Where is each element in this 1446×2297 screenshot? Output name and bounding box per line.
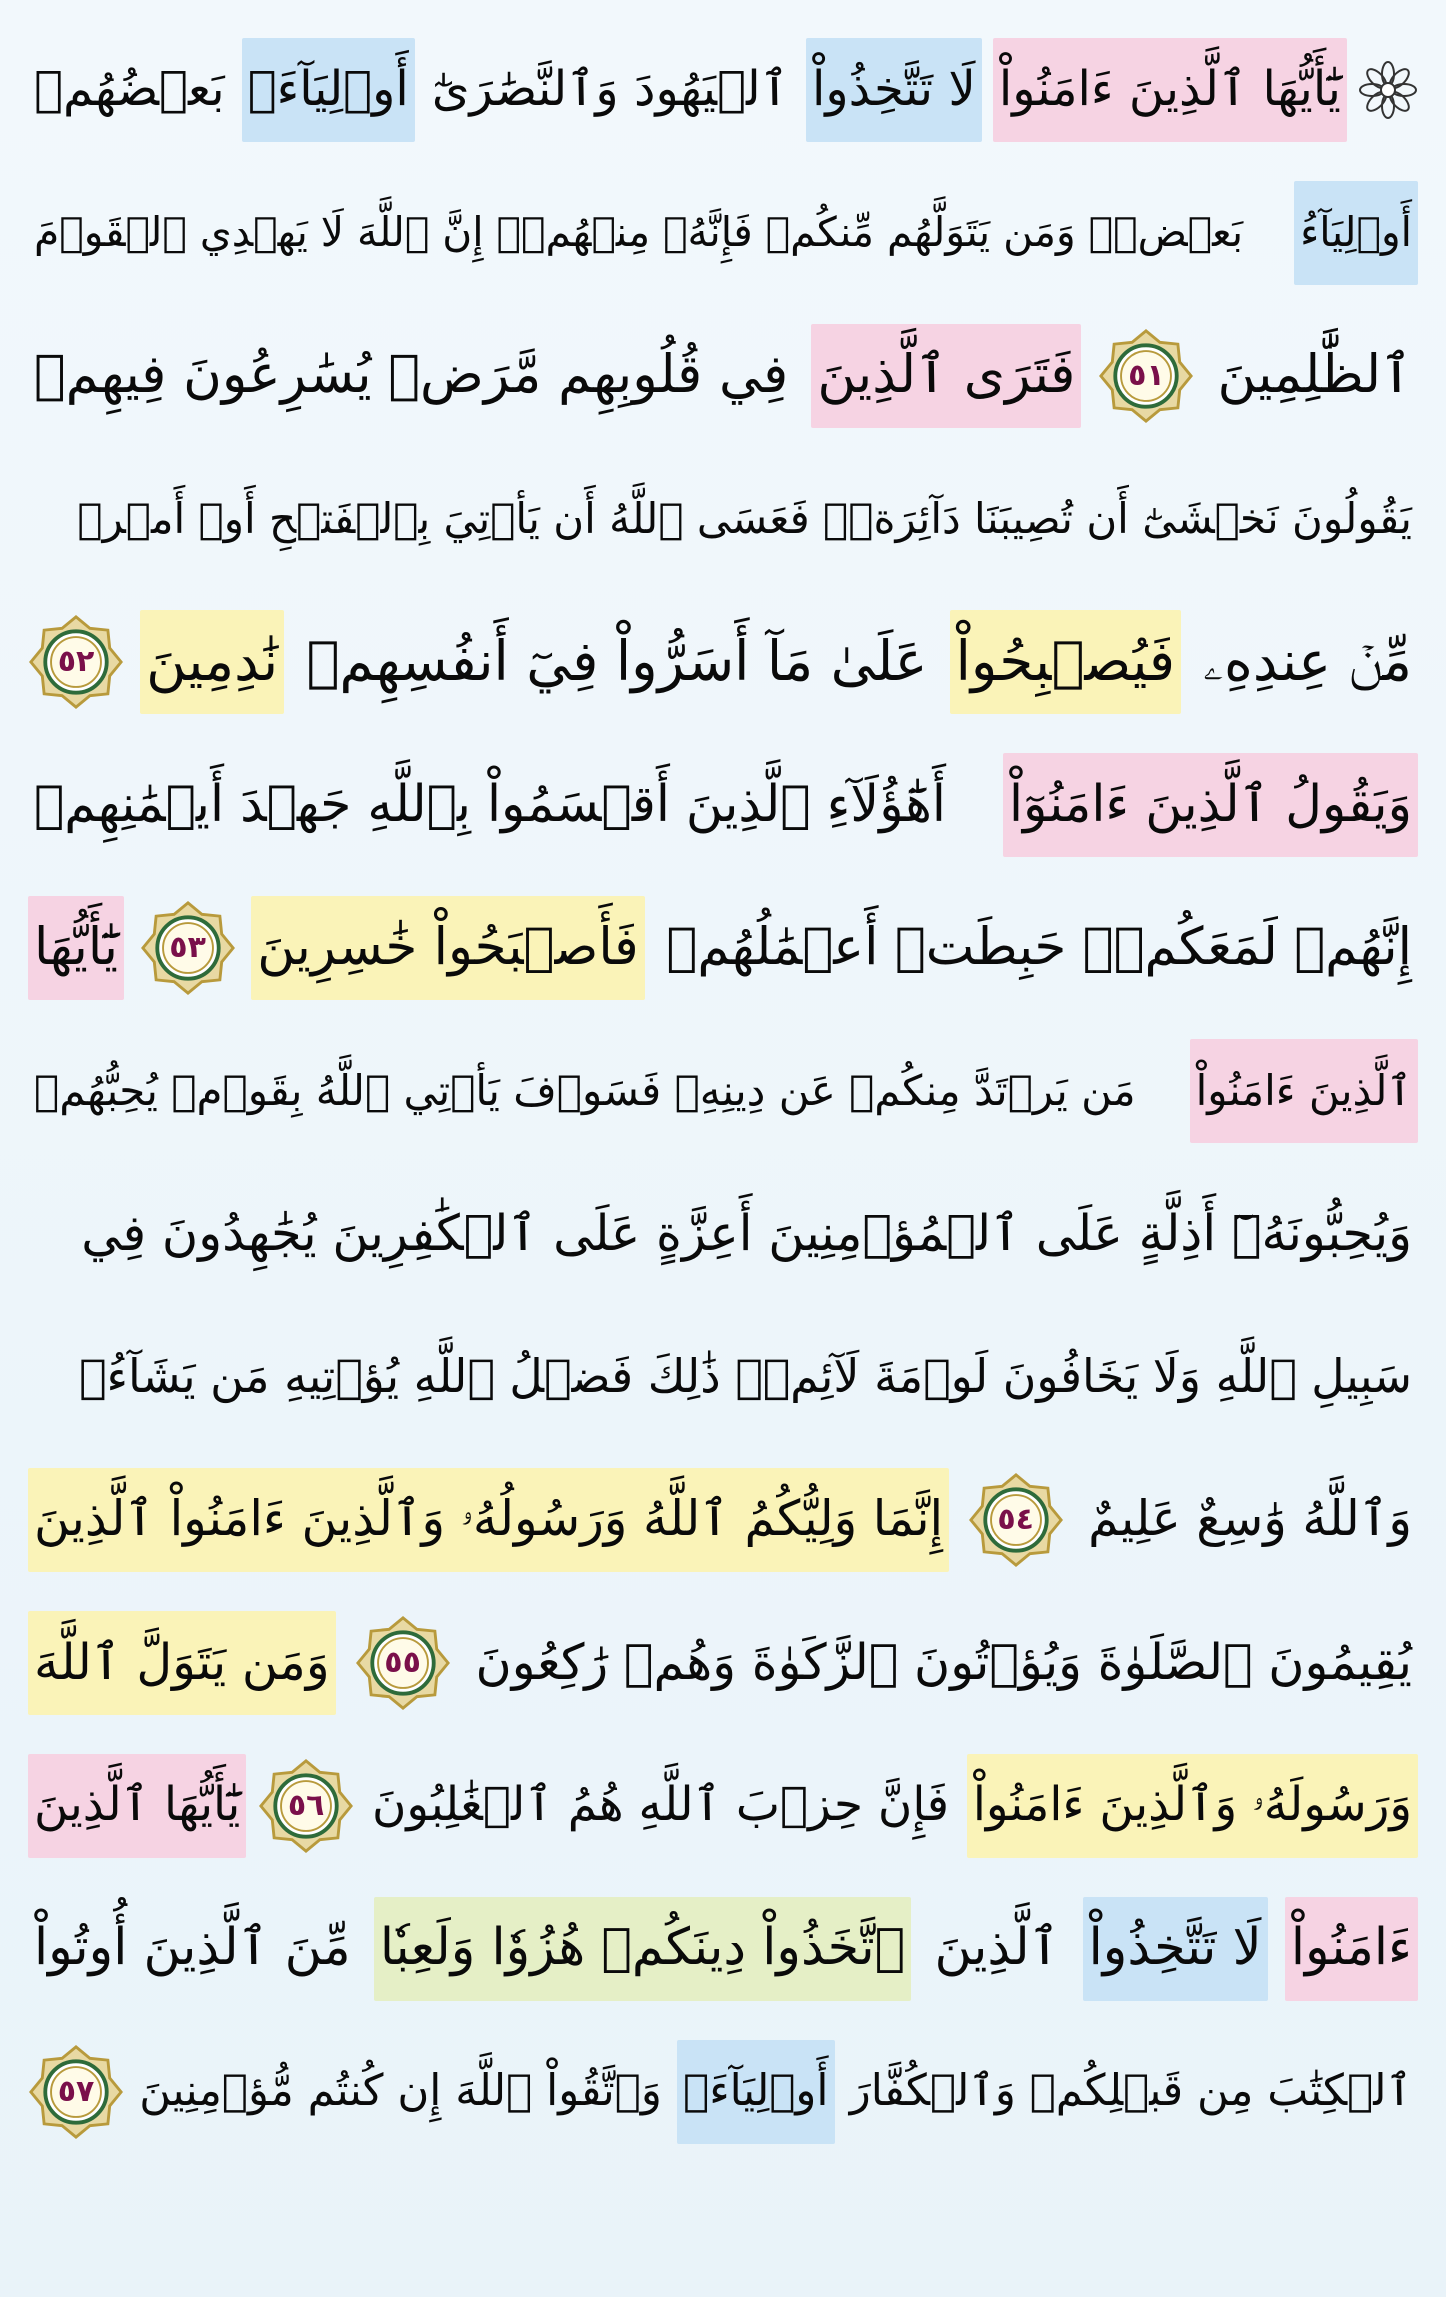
text-line	[28, 1019, 1418, 1162]
verse-text: بَعۡضُهُمۡ	[34, 61, 225, 118]
highlighted-phrase-yellow: فَأَصۡبَحُواْ خَٰسِرِينَ	[251, 896, 644, 1000]
text-line	[28, 1448, 1418, 1591]
verse-text: بَعۡضٖۚ وَمَن يَتَوَلَّهُم مِّنكُمۡ فَإِنَّهُۥ مِنۡهُمۡۗ إِنَّ ٱللَّهَ لَا يَهۡدِي ٱلۡقَوۡمَ	[34, 208, 1244, 257]
verse-text: أَهَٰٓؤُلَآءِ ٱلَّذِينَ أَقۡسَمُواْ بِٱللَّهِ جَهۡدَ أَيۡمَٰنِهِمۡ	[34, 774, 946, 834]
highlighted-phrase-blue: لَا تَتَّخِذُواْ	[806, 38, 982, 142]
ayah-number: ٥٧	[57, 2074, 95, 2109]
verse-text: وَيُحِبُّونَهُۥٓ أَذِلَّةٍ عَلَى ٱلۡمُؤۡمِنِينَ أَعِزَّةٍ عَلَى ٱلۡكَٰفِرِينَ يُجَٰهِدُونَ فِي	[81, 1203, 1412, 1262]
verse-text: مِّنۡ عِندِهِۦ	[1203, 629, 1412, 693]
ayah-number-marker	[140, 900, 236, 996]
text-line	[28, 447, 1418, 590]
ayah-number-marker	[355, 1615, 451, 1711]
highlighted-phrase-yellow: فَيُصۡبِحُواْ	[950, 610, 1181, 714]
text-line	[28, 1734, 1418, 1877]
highlighted-phrase-blue: أَوۡلِيَآءَۚ	[677, 2040, 834, 2144]
text-line	[28, 1162, 1418, 1305]
ayah-number: ٥١	[1128, 358, 1165, 393]
ayah-number: ٥٣	[169, 930, 206, 965]
ayah-number: ٥٦	[287, 1788, 325, 1823]
highlighted-phrase-pink: ٱلَّذِينَ ءَامَنُواْ	[1190, 1039, 1418, 1143]
verse-text: مَن يَرۡتَدَّ مِنكُمۡ عَن دِينِهِۦ فَسَوۡفَ يَأۡتِي ٱللَّهُ بِقَوۡمٖ يُحِبُّهُمۡ	[34, 1065, 1136, 1115]
text-line	[28, 304, 1418, 447]
highlighted-phrase-green: ٱتَّخَذُواْ دِينَكُمۡ هُزُوٗا وَلَعِبٗا	[374, 1897, 911, 2001]
highlighted-phrase-pink: فَتَرَى ٱلَّذِينَ	[811, 324, 1081, 428]
verse-text: مِّنَ ٱلَّذِينَ أُوتُواْ	[34, 1918, 351, 1978]
verse-text: ٱلظَّٰلِمِينَ	[1217, 344, 1412, 406]
highlighted-phrase-pink: وَيَقُولُ ٱلَّذِينَ ءَامَنُوٓاْ	[1003, 753, 1418, 857]
ayah-number-marker	[258, 1758, 354, 1854]
verse-text: فَإِنَّ حِزۡبَ ٱللَّهِ هُمُ ٱلۡغَٰلِبُونَ	[371, 1777, 950, 1833]
highlighted-phrase-pink: ءَامَنُواْ	[1285, 1897, 1418, 2001]
highlighted-phrase-blue: أَوۡلِيَآءُ	[1294, 181, 1418, 285]
text-line	[28, 590, 1418, 733]
highlighted-phrase-yellow: إِنَّمَا وَلِيُّكُمُ ٱللَّهُ وَرَسُولُهُۥ وَٱلَّذِينَ ءَامَنُواْ ٱلَّذِينَ	[28, 1468, 949, 1572]
ayah-number-marker	[1098, 328, 1194, 424]
verse-text: يَقُولُونَ نَخۡشَىٰٓ أَن تُصِيبَنَا دَآئِرَةٞۚ فَعَسَى ٱللَّهُ أَن يَأۡتِيَ بِٱلۡفَتۡحِ أَوۡ أَمۡرٖ	[77, 493, 1412, 543]
text-line	[28, 2020, 1418, 2163]
verse-text: فِي قُلُوبِهِم مَّرَضٞ يُسَٰرِعُونَ فِيهِمۡ	[34, 344, 789, 406]
text-line	[28, 1877, 1418, 2020]
verse-text: ٱلۡكِتَٰبَ مِن قَبۡلِكُمۡ وَٱلۡكُفَّارَ	[849, 2065, 1412, 2116]
verse-text: عَلَىٰ مَآ أَسَرُّواْ فِيٓ أَنفُسِهِمۡ	[306, 629, 928, 693]
ayah-number-marker	[968, 1472, 1064, 1568]
ayah-number: ٥٢	[57, 644, 95, 679]
highlighted-phrase-blue: لَا تَتَّخِذُواْ	[1083, 1897, 1268, 2001]
text-line	[28, 1305, 1418, 1448]
ayah-number: ٥٤	[997, 1502, 1034, 1537]
verse-text: ٱلۡيَهُودَ وَٱلنَّصَٰرَىٰٓ	[431, 61, 789, 118]
text-line	[28, 876, 1418, 1019]
highlighted-phrase-pink: يَٰٓأَيُّهَا ٱلَّذِينَ ءَامَنُواْ	[993, 38, 1347, 142]
ayah-number: ٥٥	[384, 1645, 421, 1680]
verse-text: وَٱتَّقُواْ ٱللَّهَ إِن كُنتُم مُّؤۡمِنِينَ	[139, 2065, 662, 2116]
ayah-number-marker	[28, 614, 124, 710]
rosette-icon	[1358, 60, 1418, 120]
text-line	[28, 18, 1418, 161]
highlighted-phrase-pink: يَٰٓأَيُّهَا	[28, 896, 124, 1000]
highlighted-phrase-pink: يَٰٓأَيُّهَا ٱلَّذِينَ	[28, 1754, 246, 1858]
verse-text: سَبِيلِ ٱللَّهِ وَلَا يَخَافُونَ لَوۡمَةَ لَآئِمٖۚ ذَٰلِكَ فَضۡلُ ٱللَّهِ يُؤۡتِيهِ مَن يَشَآءُۚ	[79, 1348, 1412, 1403]
highlighted-phrase-yellow: نَٰدِمِينَ	[140, 610, 284, 714]
verse-text: إِنَّهُمۡ لَمَعَكُمۡۚ حَبِطَتۡ أَعۡمَٰلُهُمۡ	[666, 916, 1412, 977]
highlighted-phrase-yellow: وَرَسُولَهُۥ وَٱلَّذِينَ ءَامَنُواْ	[967, 1754, 1418, 1858]
verse-text: ٱلَّذِينَ	[934, 1918, 1060, 1978]
ayah-number-marker	[28, 2044, 124, 2140]
highlighted-phrase-blue: أَوۡلِيَآءَۘ	[242, 38, 415, 142]
highlighted-phrase-yellow: وَمَن يَتَوَلَّ ٱللَّهَ	[28, 1611, 336, 1715]
text-line	[28, 733, 1418, 876]
verse-text: يُقِيمُونَ ٱلصَّلَوٰةَ وَيُؤۡتُونَ ٱلزَّكَوٰةَ وَهُمۡ رَٰكِعُونَ	[475, 1632, 1412, 1691]
text-line	[28, 1591, 1418, 1734]
text-line	[28, 161, 1418, 304]
verse-text: وَٱللَّهُ وَٰسِعٌ عَلِيمٌ	[1088, 1490, 1412, 1548]
